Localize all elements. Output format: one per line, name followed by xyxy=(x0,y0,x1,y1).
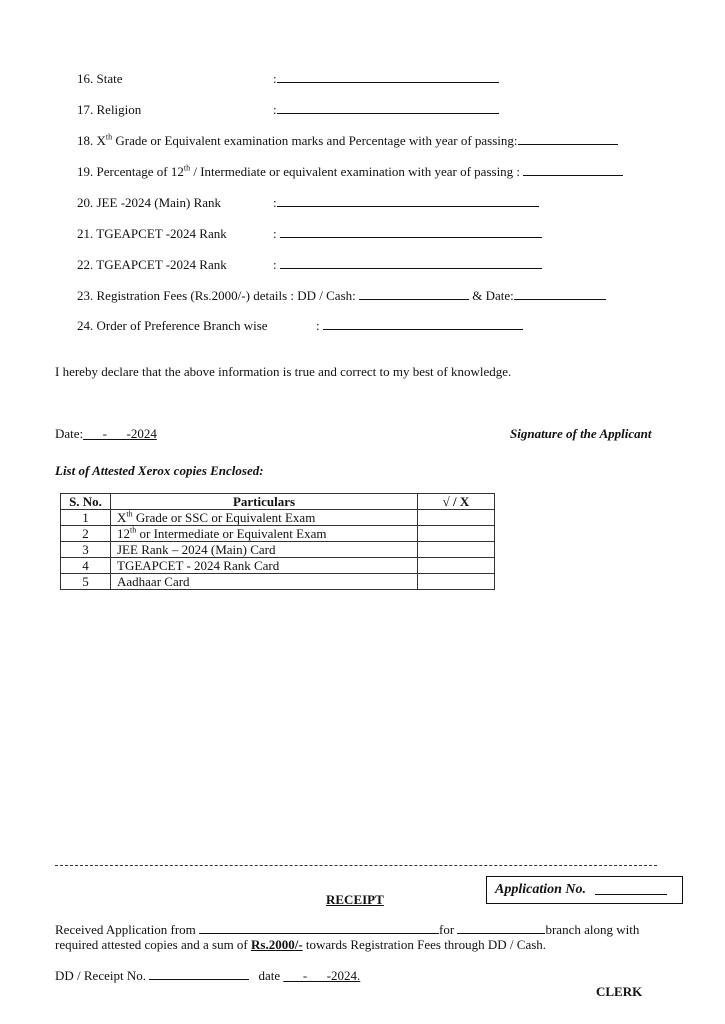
table-row: 4 TGEAPCET - 2024 Rank Card xyxy=(61,558,495,574)
field-18-input[interactable] xyxy=(518,133,618,145)
application-no-input[interactable] xyxy=(595,883,667,895)
amount: Rs.2000/- xyxy=(251,937,303,952)
field-17-input[interactable]: : xyxy=(273,102,499,118)
field-16-input[interactable]: : xyxy=(273,71,499,87)
field-17: 17. Religion xyxy=(77,102,142,117)
application-no-box xyxy=(486,876,683,904)
date-value[interactable]: ___-___-2024 xyxy=(83,426,157,441)
field-24: 24. Order of Preference Branch wise xyxy=(77,318,268,333)
check-cell[interactable] xyxy=(418,510,495,526)
table-row: 2 12th or Intermediate or Equivalent Exam xyxy=(61,526,495,542)
table-row: 3 JEE Rank – 2024 (Main) Card xyxy=(61,542,495,558)
signature-label: Signature of the Applicant xyxy=(510,426,652,441)
clerk-label: CLERK xyxy=(596,984,643,999)
cut-line-divider xyxy=(55,865,657,866)
field-16 xyxy=(77,71,123,87)
declaration-text: I hereby declare that the above information is true and correct to my best of knowledge. xyxy=(55,364,512,379)
field-21: 21. TGEAPCET -2024 Rank xyxy=(77,226,227,241)
field-number: 16. xyxy=(77,71,94,86)
field-19-input[interactable] xyxy=(523,164,623,176)
receipt-line-1: Received Application from for branch along with xyxy=(55,922,640,937)
header-particulars: Particulars xyxy=(111,494,418,510)
application-no-label: Application No. xyxy=(495,882,587,897)
field-20: 20. JEE -2024 (Main) Rank xyxy=(77,195,222,210)
check-cell[interactable] xyxy=(418,526,495,542)
field-label: State xyxy=(96,71,123,86)
header-check: √ / X xyxy=(418,494,495,510)
header-sno: S. No. xyxy=(61,494,111,510)
field-22-input[interactable]: : xyxy=(273,257,542,273)
check-cell[interactable] xyxy=(418,574,495,590)
field-24-input[interactable]: : xyxy=(316,318,523,334)
receipt-title: RECEIPT xyxy=(326,892,384,907)
field-22: 22. TGEAPCET -2024 Rank xyxy=(77,257,227,272)
field-23-date-input[interactable] xyxy=(514,288,606,300)
check-cell[interactable] xyxy=(418,542,495,558)
field-21-input[interactable]: : xyxy=(273,226,542,242)
table-row: 5 Aadhaar Card xyxy=(61,574,495,590)
field-23: 23. Registration Fees (Rs.2000/-) details : DD / Cash: & Date: xyxy=(77,288,606,304)
receipt-dd-line: DD / Receipt No. date ___-___-2024. xyxy=(55,968,361,983)
field-18: 18. Xth Grade or Equivalent examination marks and Percentage with year of passing: xyxy=(77,133,618,149)
receipt-line-2: required attested copies and a sum of Rs.2000/- towards Registration Fees through DD / Cash. xyxy=(55,937,547,952)
table-row: 1 Xth Grade or SSC or Equivalent Exam xyxy=(61,510,495,526)
field-23-cash-input[interactable] xyxy=(359,288,469,300)
receipt-date-value[interactable]: ___-___-2024. xyxy=(283,968,361,983)
field-20-input[interactable]: : xyxy=(273,195,539,211)
field-19: 19. Percentage of 12th / Intermediate or equivalent examination with year of passing : xyxy=(77,164,623,180)
date-field: Date:___-___-2024 xyxy=(55,426,157,441)
dd-number-input[interactable] xyxy=(149,968,249,980)
check-cell[interactable] xyxy=(418,558,495,574)
attested-copies-table xyxy=(60,493,495,590)
list-title: List of Attested Xerox copies Enclosed: xyxy=(55,463,264,478)
received-from-input[interactable] xyxy=(199,922,439,934)
table-header-row xyxy=(61,494,495,510)
branch-input[interactable] xyxy=(457,922,545,934)
